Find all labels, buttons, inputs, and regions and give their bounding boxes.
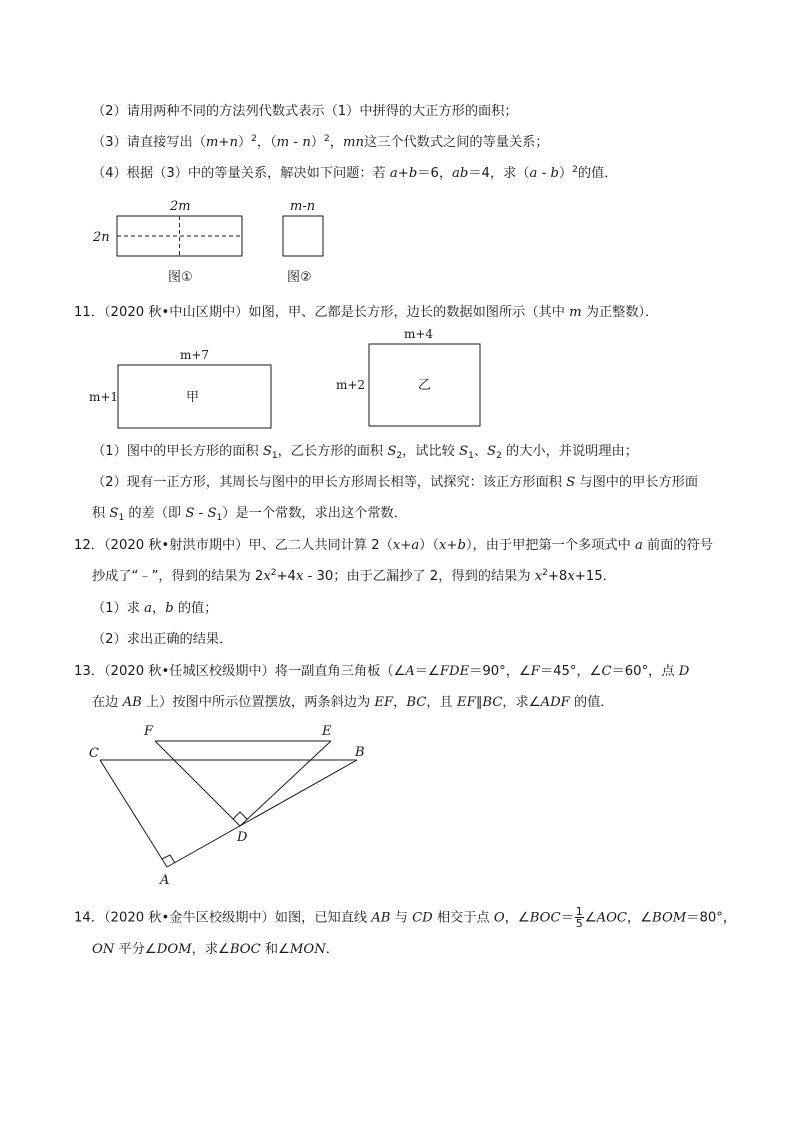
q12-line1: 12．（2020 秋•射洪市期中）甲、乙二人共同计算 2（x+a）（x+b），由于甲把第一个多项式中 a 前面的符号: [74, 538, 713, 553]
q13-line2: 在边 AB 上）按图中所示位置摆放，两条斜边为 EF，BC，且 EF∥BC，求∠ADF 的值．: [92, 695, 614, 710]
q11-heading: 11．（2020 秋•中山区期中）如图，甲、乙都是长方形，边长的数据如图所示（其中 m 为正整数）．: [74, 305, 659, 320]
segment-FD: [155, 741, 240, 826]
q10-part3: （3）请直接写出$(m+n)^2$，（m - n）$^2$，mn这三个代数式之间的等量关系；: [92, 134, 549, 150]
label-yi: 乙: [418, 378, 432, 393]
label-m-minus-n: m-n: [290, 199, 316, 214]
point-A: A: [160, 873, 170, 888]
point-F: F: [144, 724, 154, 739]
q12-part2: （2）求出正确的结果．: [92, 632, 233, 647]
label-2n: 2n: [93, 230, 110, 245]
label-m-plus-7: m+7: [180, 348, 210, 362]
q10-part4: （4）根据（3）中的等量关系，解决如下问题：若 a+b＝6，ab＝4，求（a - b）$^2$的值．: [92, 165, 618, 181]
q11-part1: （1）图中的甲长方形的面积 $S_1$，乙长方形的面积 $S_2$，试比较 $S_1$、$S_2$ 的大小，并说明理由；: [92, 444, 638, 461]
q14-line2: ON 平分∠DOM，求∠BOC 和∠MON．: [92, 942, 339, 957]
q12-part1: （1）求 a，b 的值；: [92, 601, 218, 616]
caption-fig1: 图①: [168, 270, 193, 285]
label-m-plus-1: m+1: [89, 390, 119, 404]
segment-AB: [167, 760, 357, 867]
q14-line1: 14．（2020 秋•金牛区校级期中）如图，已知直线 AB 与 CD 相交于点 O，∠BOC＝ $\frac{1}{5}$ ∠AOC，∠BOM＝80°，: [74, 905, 737, 930]
q11-part2-line1: （2）现有一正方形，其周长与图中的甲长方形周长相等，试探究：该正方形面积 S 与图中的甲长方形面: [92, 475, 699, 490]
label-m-plus-2: m+2: [336, 378, 366, 392]
caption-fig2: 图②: [287, 270, 312, 285]
point-D: D: [237, 830, 248, 845]
right-angle-mark-D: [233, 812, 247, 819]
q12-line2: 抄成了“﹣”，得到的结果为 $2x^2+4x - 30$；由于乙漏抄了 2，得到的结果为 $x^2+8x+15$．: [92, 568, 616, 584]
q11-part2-line2: 积 $S_1$ 的差（即 S - $S_1$）是一个常数，求出这个常数．: [92, 506, 407, 523]
label-jia: 甲: [186, 390, 200, 405]
segment-ED: [240, 741, 331, 826]
q10-part2: （2）请用两种不同的方法列代数式表示（1）中拼得的大正方形的面积；: [92, 104, 518, 119]
point-C: C: [89, 746, 99, 761]
label-m-plus-4: m+4: [404, 327, 434, 341]
segment-CA: [100, 760, 167, 867]
q13-line1: 13．（2020 秋•任城区校级期中）将一副直角三角板（∠A＝∠FDE＝90°，∠F＝45°，∠C＝60°，点 D: [74, 664, 690, 679]
point-E: E: [322, 724, 332, 739]
point-B: B: [355, 745, 365, 760]
fraction-one-fifth: $\frac{1}{5}$: [575, 905, 583, 930]
label-2m: 2m: [170, 199, 191, 214]
